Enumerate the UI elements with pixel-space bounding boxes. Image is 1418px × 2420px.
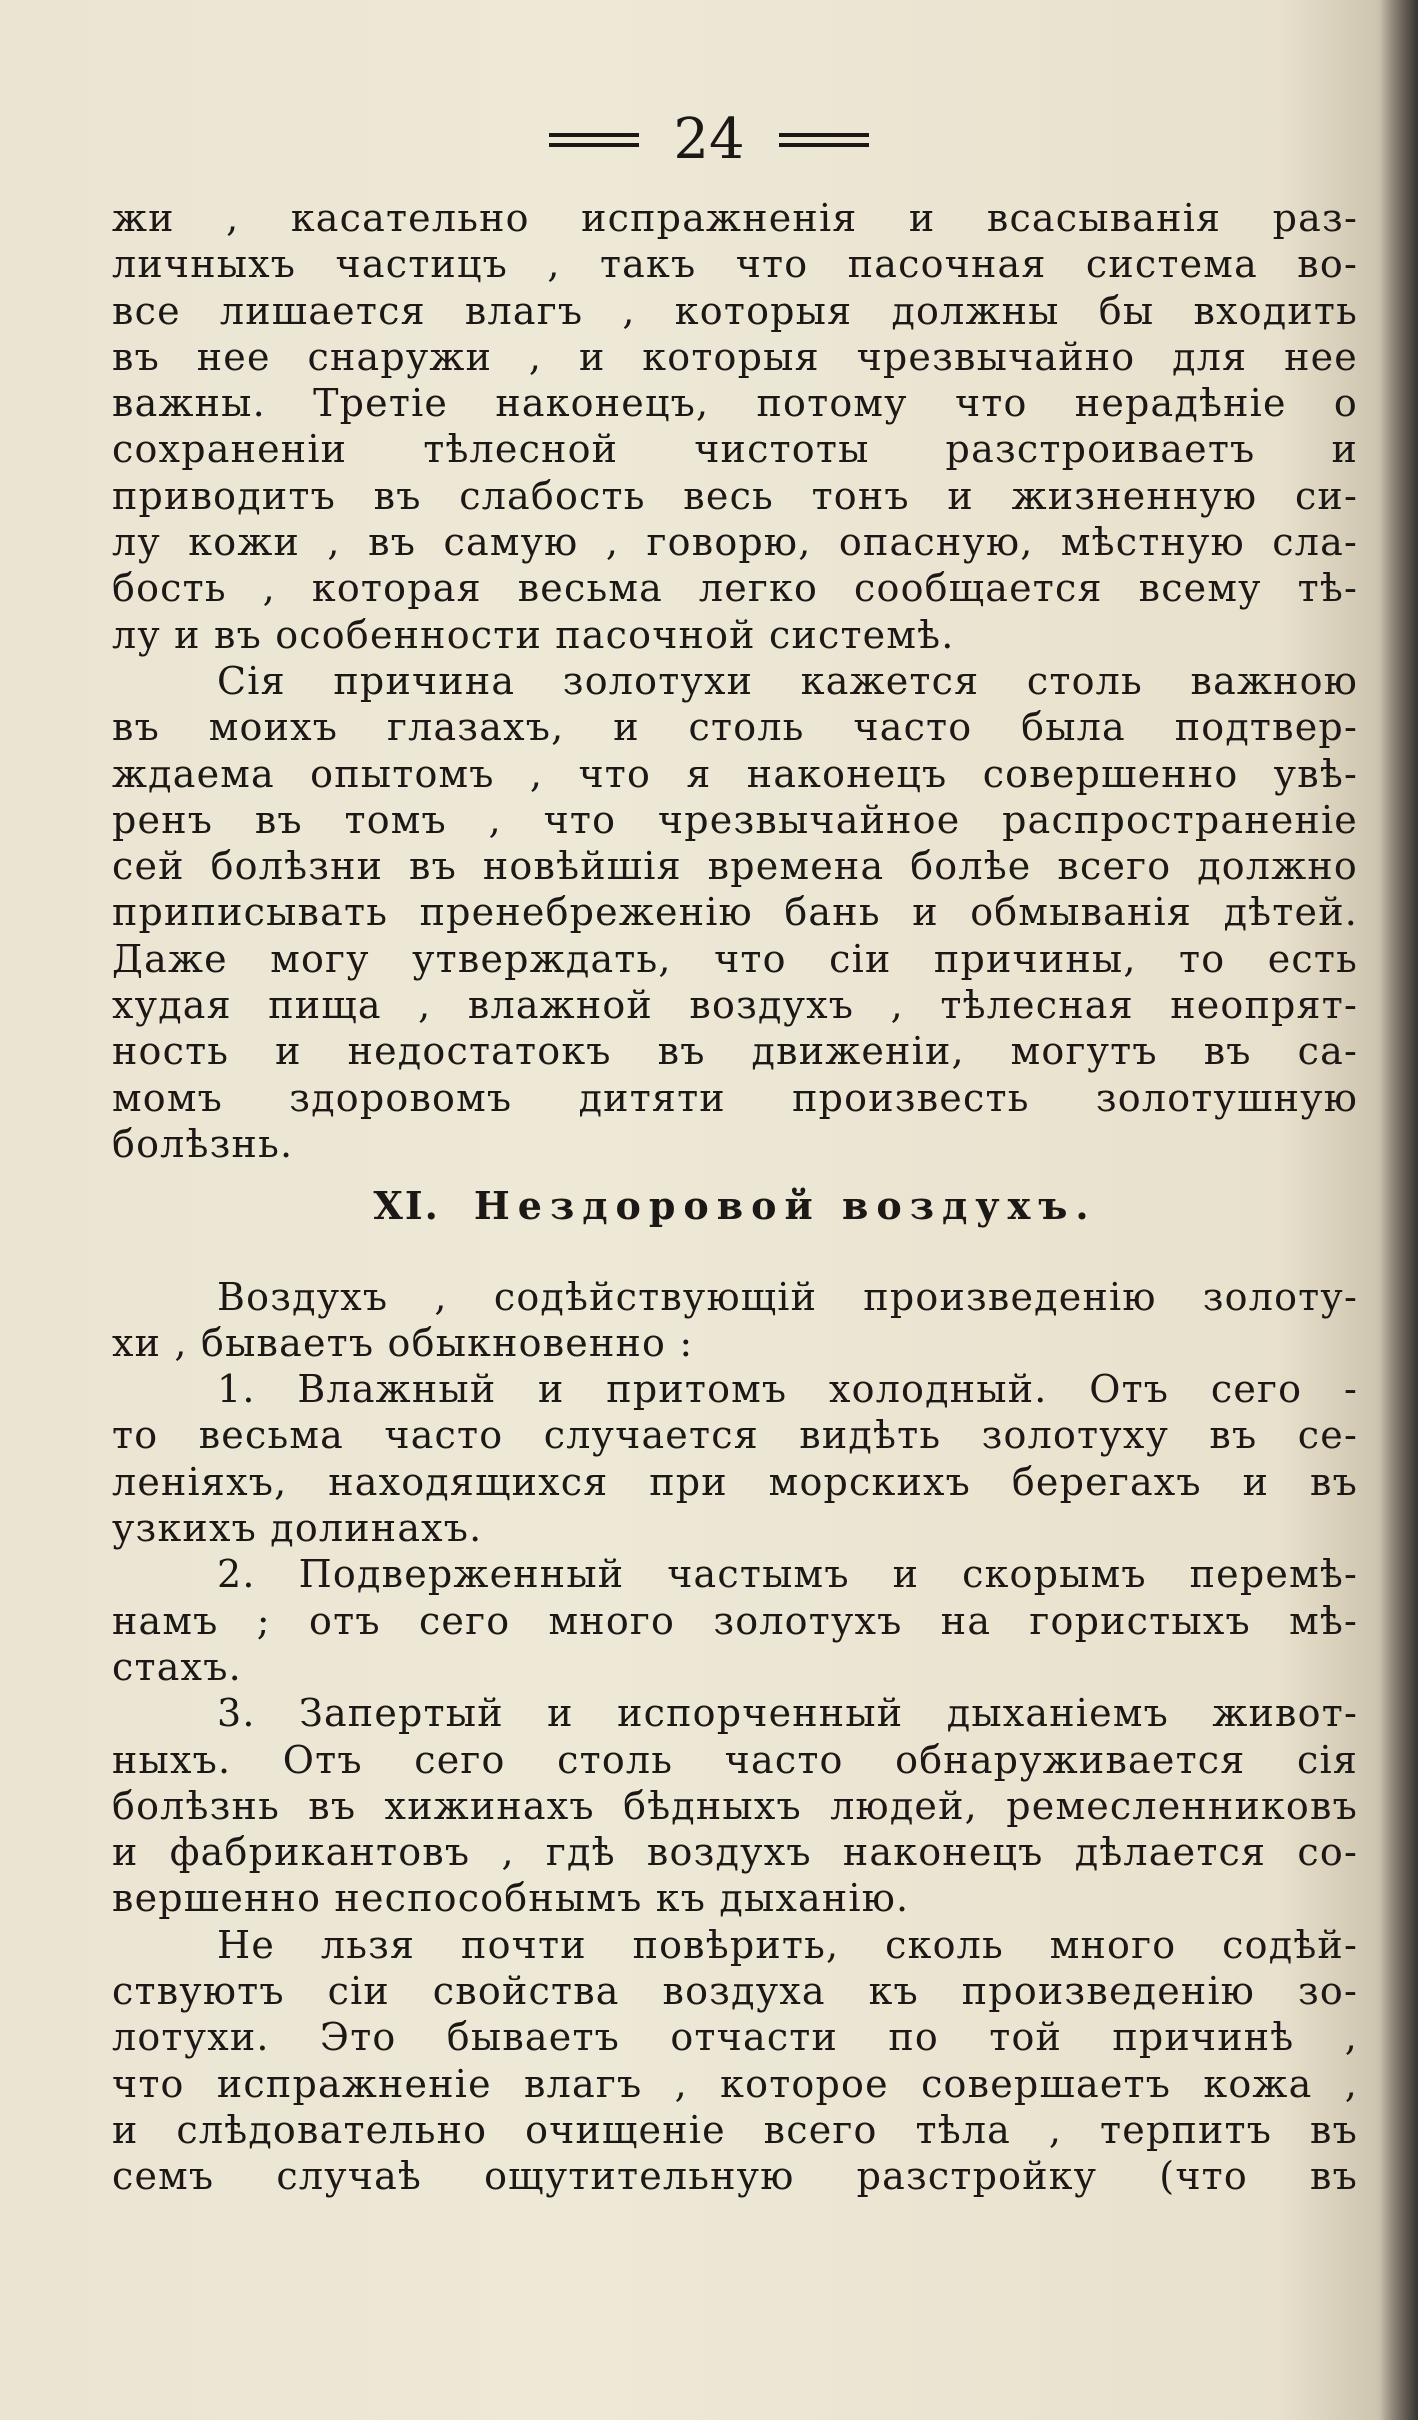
text-line: момъ здоровомъ дитяти произвесть золотушную bbox=[112, 1075, 1358, 1120]
body-text bbox=[112, 195, 1358, 2199]
text-line: важны. Третіе наконецъ, потому что нерадѣніе о bbox=[112, 381, 1358, 426]
text-line: болѣзнь. bbox=[112, 1121, 294, 1166]
text-line: приписывать пренебреженію бань и обмыванія дѣтей. bbox=[112, 890, 1358, 935]
text-line: и слѣдовательно очищеніе всего тѣла , терпитъ въ bbox=[112, 2107, 1358, 2152]
right-double-rule bbox=[779, 133, 869, 147]
text-line: бость , которая весьма легко сообщается всему тѣ- bbox=[112, 566, 1358, 611]
text-line: и фабрикантовъ , гдѣ воздухъ наконецъ дѣлается со- bbox=[112, 1830, 1358, 1875]
text-line: лу кожи , въ самую , говорю, опасную, мѣстную сла- bbox=[112, 520, 1358, 565]
text-line: лу и въ особенности пасочной системѣ. bbox=[112, 612, 955, 657]
text-line: ждаема опытомъ , что я наконецъ совершенно увѣ- bbox=[112, 751, 1358, 796]
text-line: приводитъ въ слабость весь тонъ и жизненную си- bbox=[112, 473, 1358, 518]
text-line: 1. Влажный и притомъ холодный. Отъ сего - bbox=[217, 1367, 1358, 1412]
text-line: ренъ въ томъ , что чрезвычайное распространеніе bbox=[112, 797, 1358, 842]
section-heading bbox=[112, 1183, 1358, 1229]
text-line: 2. Подверженный частымъ и скорымъ перемѣ- bbox=[217, 1552, 1358, 1597]
text-line: Не льзя почти повѣрить, сколь много содѣй- bbox=[217, 1922, 1358, 1967]
text-line: въ моихъ глазахъ, и столь часто была подтвер- bbox=[112, 705, 1358, 750]
text-line: семъ случаѣ ощутительную разстройку (что въ bbox=[112, 2154, 1358, 2199]
text-line: лотухи. Это бываетъ отчасти по той причинѣ , bbox=[112, 2015, 1358, 2060]
text-line: ствуютъ сіи свойства воздуха къ произведенію зо- bbox=[112, 1968, 1358, 2013]
text-line: болѣзнь въ хижинахъ бѣдныхъ людей, ремесленниковъ bbox=[112, 1783, 1358, 1828]
text-line: личныхъ частицъ , такъ что пасочная система во- bbox=[112, 242, 1358, 287]
text-line: жи , касательно испражненія и всасыванія раз- bbox=[112, 196, 1358, 240]
section-number: XI. bbox=[373, 1183, 440, 1229]
text-line: сохраненіи тѣлесной чистоты разстроиваетъ и bbox=[112, 427, 1358, 472]
text-line: вершенно неспособнымъ къ дыханію. bbox=[112, 1876, 910, 1921]
text-line: въ нее снаружи , и которыя чрезвычайно для нее bbox=[112, 334, 1358, 379]
page-header bbox=[0, 100, 1418, 180]
text-line: хи , бываетъ обыкновенно : bbox=[112, 1320, 694, 1365]
text-line: леніяхъ, находящихся при морскихъ берегахъ и въ bbox=[112, 1459, 1358, 1504]
text-line: узкихъ долинахъ. bbox=[112, 1506, 483, 1551]
text-line: Даже могу утверждать, что сіи причины, то есть bbox=[112, 936, 1358, 981]
text-line: сей болѣзни въ новѣйшія времена болѣе всего должно bbox=[112, 844, 1358, 889]
text-line: намъ ; отъ сего много золотухъ на гористыхъ мѣ- bbox=[112, 1598, 1358, 1643]
text-line: все лишается влагъ , которыя должны бы входить bbox=[112, 288, 1358, 333]
text-line: что испражненіе влагъ , которое совершаетъ кожа , bbox=[112, 2061, 1358, 2106]
page-number: 24 bbox=[673, 107, 745, 172]
text-line: худая пища , влажной воздухъ , тѣлесная неопрят- bbox=[112, 983, 1358, 1028]
text-line: то весьма часто случается видѣть золотуху въ се- bbox=[112, 1413, 1358, 1458]
text-line: ныхъ. Отъ сего столь часто обнаруживается сія bbox=[112, 1737, 1358, 1782]
page-spine-shadow bbox=[1380, 0, 1418, 2420]
left-double-rule bbox=[549, 133, 639, 147]
text-line: Воздухъ , содѣйствующій произведенію золоту- bbox=[217, 1274, 1358, 1319]
text-line: 3. Запертый и испорченный дыханіемъ живот- bbox=[217, 1691, 1358, 1736]
section-title: Нездоровой воздухъ. bbox=[473, 1183, 1097, 1229]
text-line: стахъ. bbox=[112, 1644, 242, 1689]
text-line: ность и недостатокъ въ движеніи, могутъ въ са- bbox=[112, 1029, 1358, 1074]
text-line: Сія причина золотухи кажется столь важною bbox=[217, 658, 1358, 703]
